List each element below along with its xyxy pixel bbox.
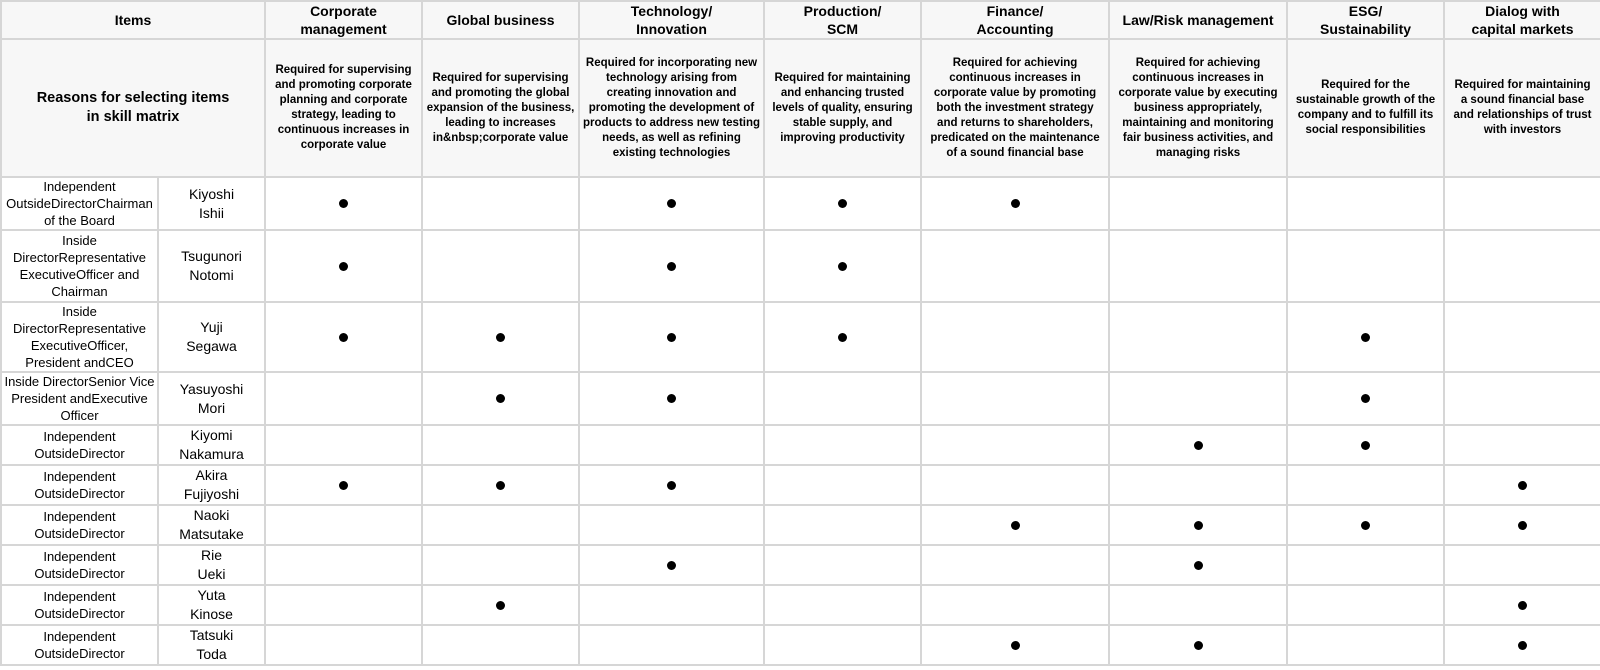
column-header-line: Dialog with: [1485, 3, 1560, 19]
skill-cell-global: [422, 302, 579, 372]
skill-dot-icon: [496, 601, 505, 610]
skill-cell-esg: [1287, 372, 1444, 425]
reason-line: with investors: [1483, 124, 1562, 136]
skill-cell-prod: [764, 505, 921, 545]
header-row: [1, 1, 1600, 39]
director-role: [1, 505, 158, 545]
skill-cell-tech: [579, 545, 764, 585]
director-role-line: Director: [79, 566, 125, 581]
reason-line: managing risks: [1155, 146, 1241, 159]
director-role-line: Independent Outside: [34, 469, 116, 501]
director-name-line: Nakamura: [179, 446, 244, 462]
skill-dot-icon: [1011, 521, 1020, 530]
skill-dot-icon: [667, 333, 676, 342]
skill-dot-icon: [1194, 641, 1203, 650]
reason-line: continuous increases in: [277, 124, 410, 136]
skill-cell-dialog: [1444, 505, 1600, 545]
skill-dot-icon: [1194, 561, 1203, 570]
skill-dot-icon: [1011, 641, 1020, 650]
skill-cell-global: [422, 425, 579, 465]
director-role-line: Director: [79, 526, 125, 541]
reason-fin: [921, 39, 1109, 177]
director-name: [158, 425, 265, 465]
reasons-title: [1, 39, 265, 177]
skill-cell-fin: [921, 177, 1109, 230]
reason-line: and promoting the global: [431, 86, 570, 99]
reason-line: planning and corporate: [279, 94, 408, 106]
reason-prod: [764, 39, 921, 177]
director-name-line: Fujiyoshi: [183, 486, 240, 502]
director-name-line: Kinose: [190, 606, 233, 622]
reason-line: and enhancing trusted: [780, 86, 905, 99]
director-role-line: Officer, President and: [25, 338, 129, 370]
skill-cell-global: [422, 372, 579, 425]
skill-cell-dialog: [1444, 177, 1600, 230]
reason-line: in&nbsp;corporate value: [432, 131, 569, 144]
director-name-line: Matsutake: [179, 526, 244, 542]
column-header-line: Technology/: [630, 3, 713, 19]
skill-cell-law: [1109, 372, 1287, 425]
director-name: [158, 465, 265, 505]
director-name-line: Yuji: [200, 319, 223, 335]
director-role-line: Independent Outside: [34, 629, 116, 661]
skill-cell-dialog: [1444, 372, 1600, 425]
director-row: [1, 505, 1600, 545]
skill-cell-law: [1109, 302, 1287, 372]
director-name-line: Mori: [197, 399, 226, 416]
skill-cell-prod: [764, 302, 921, 372]
column-header-corp: [265, 1, 422, 39]
skill-dot-icon: [1518, 641, 1527, 650]
director-name-line: Tatsuki: [189, 627, 234, 643]
skill-cell-law: [1109, 425, 1287, 465]
skill-cell-prod: [764, 585, 921, 625]
director-row: [1, 545, 1600, 585]
skill-dot-icon: [667, 561, 676, 570]
reason-line: and returns to shareholders,: [937, 116, 1093, 129]
skill-cell-fin: [921, 545, 1109, 585]
skill-dot-icon: [1361, 521, 1370, 530]
reason-line: needs, as well as refining: [602, 131, 741, 144]
column-header-line: Sustainability: [1320, 21, 1412, 37]
skill-cell-esg: [1287, 545, 1444, 585]
skill-dot-icon: [838, 333, 847, 342]
director-name-line: Naoki: [193, 507, 230, 523]
skill-dot-icon: [838, 199, 847, 208]
skill-cell-esg: [1287, 425, 1444, 465]
skill-cell-esg: [1287, 465, 1444, 505]
reason-line: Required for maintaining: [774, 71, 911, 84]
skill-cell-esg: [1287, 505, 1444, 545]
skill-cell-global: [422, 177, 579, 230]
reason-line: Required for incorporating new: [585, 56, 758, 69]
skill-dot-icon: [496, 333, 505, 342]
reason-line: technology arising from: [606, 71, 738, 84]
column-header-line: Global business: [446, 12, 555, 28]
director-name-line: Kiyomi: [190, 427, 233, 443]
director-name-line: Yuta: [197, 587, 226, 603]
director-role: [1, 177, 158, 230]
director-role-line: Representative Executive: [19, 250, 146, 282]
director-name: [158, 230, 265, 302]
director-name: [158, 505, 265, 545]
director-row: [1, 465, 1600, 505]
skill-cell-global: [422, 505, 579, 545]
reason-dialog: [1444, 39, 1600, 177]
director-role-line: Independent Outside: [34, 429, 116, 461]
director-row: [1, 372, 1600, 425]
director-name-line: Rie: [201, 547, 223, 563]
director-name-line: Ueki: [197, 566, 226, 582]
director-role: [1, 425, 158, 465]
skill-cell-fin: [921, 230, 1109, 302]
reason-line: both the investment strategy: [936, 101, 1094, 114]
skill-cell-corp: [265, 545, 422, 585]
reason-line: improving productivity: [780, 131, 905, 144]
skill-cell-tech: [579, 425, 764, 465]
column-header-line: Innovation: [636, 21, 707, 37]
column-header-prod: [764, 1, 921, 39]
director-name-line: Notomi: [189, 267, 234, 283]
reason-line: and promoting corporate: [275, 79, 412, 91]
skill-cell-prod: [764, 465, 921, 505]
skill-cell-law: [1109, 230, 1287, 302]
skill-cell-global: [422, 465, 579, 505]
column-header-global: [422, 1, 579, 39]
director-role-line: Independent Outside: [34, 589, 116, 621]
skill-cell-prod: [764, 372, 921, 425]
skill-cell-dialog: [1444, 302, 1600, 372]
director-role: [1, 302, 158, 372]
director-role: [1, 372, 158, 425]
skill-cell-dialog: [1444, 585, 1600, 625]
skill-dot-icon: [1361, 333, 1370, 342]
director-name-line: Akira: [195, 467, 228, 483]
skill-cell-dialog: [1444, 545, 1600, 585]
skill-cell-global: [422, 625, 579, 665]
column-header-fin: [921, 1, 1109, 39]
director-role-line: CEO: [105, 355, 134, 370]
skill-cell-corp: [265, 505, 422, 545]
director-name: [158, 302, 265, 372]
skill-dot-icon: [1194, 441, 1203, 450]
director-row: [1, 425, 1600, 465]
reason-line: levels of quality, ensuring: [772, 101, 913, 114]
director-role-line: Senior Vice President and: [11, 374, 155, 406]
skill-cell-law: [1109, 465, 1287, 505]
skill-cell-fin: [921, 302, 1109, 372]
skill-cell-global: [422, 545, 579, 585]
director-name-line: Ishii: [199, 204, 224, 221]
skill-dot-icon: [1194, 521, 1203, 530]
skill-cell-prod: [764, 625, 921, 665]
skill-cell-prod: [764, 545, 921, 585]
column-header-line: Law/Risk management: [1122, 12, 1274, 28]
skill-cell-fin: [921, 465, 1109, 505]
reason-line: a sound financial base: [1460, 94, 1585, 106]
skill-dot-icon: [1518, 481, 1527, 490]
reason-line: promoting the development of: [588, 101, 755, 114]
reason-line: company and to fulfill its: [1297, 109, 1434, 121]
reason-line: and relationships of trust: [1453, 109, 1592, 121]
reason-line: sustainable growth of the: [1295, 94, 1436, 106]
director-role-line: Inside Director: [13, 233, 97, 265]
reason-line: maintaining and monitoring: [1122, 116, 1274, 129]
director-role-line: Officer and Chairman: [51, 267, 140, 299]
column-header-line: Production/: [803, 3, 882, 19]
skill-cell-tech: [579, 465, 764, 505]
skill-cell-corp: [265, 372, 422, 425]
reason-esg: [1287, 39, 1444, 177]
reason-law: [1109, 39, 1287, 177]
skill-dot-icon: [339, 199, 348, 208]
reason-line: products to address new testing: [583, 116, 761, 129]
reason-line: stable supply, and: [792, 116, 893, 129]
skill-cell-dialog: [1444, 465, 1600, 505]
director-name: [158, 585, 265, 625]
column-header-tech: [579, 1, 764, 39]
skill-cell-esg: [1287, 177, 1444, 230]
reason-line: Required for supervising: [275, 64, 412, 76]
skill-cell-law: [1109, 505, 1287, 545]
skill-cell-tech: [579, 230, 764, 302]
column-header-line: capital markets: [1471, 21, 1574, 37]
skill-cell-corp: [265, 465, 422, 505]
skill-dot-icon: [496, 394, 505, 403]
reason-line: continuous increases in: [1132, 71, 1264, 84]
director-role-line: Director: [79, 646, 125, 661]
skill-dot-icon: [339, 481, 348, 490]
skill-cell-law: [1109, 585, 1287, 625]
skill-dot-icon: [667, 481, 676, 490]
director-role: [1, 465, 158, 505]
column-header-line: Accounting: [976, 21, 1054, 37]
director-role: [1, 585, 158, 625]
skill-cell-tech: [579, 585, 764, 625]
skill-cell-fin: [921, 425, 1109, 465]
skill-cell-prod: [764, 230, 921, 302]
reason-global: [422, 39, 579, 177]
skill-cell-esg: [1287, 230, 1444, 302]
reason-line: leading to increases: [445, 116, 556, 129]
skill-cell-corp: [265, 230, 422, 302]
reason-line: Required for supervising: [432, 71, 569, 84]
director-name-line: Toda: [196, 646, 227, 662]
skill-dot-icon: [667, 394, 676, 403]
reason-line: corporate value by promoting: [933, 86, 1097, 99]
skill-dot-icon: [339, 262, 348, 271]
reasons-title-line: in skill matrix: [86, 109, 180, 125]
skill-dot-icon: [1361, 394, 1370, 403]
director-row: [1, 177, 1600, 230]
director-name: [158, 372, 265, 425]
skill-cell-global: [422, 585, 579, 625]
skill-dot-icon: [339, 333, 348, 342]
skill-cell-dialog: [1444, 625, 1600, 665]
director-name-line: Kiyoshi: [188, 185, 235, 202]
skill-dot-icon: [1518, 521, 1527, 530]
skill-cell-corp: [265, 177, 422, 230]
reason-line: Required for the: [1321, 79, 1410, 91]
skill-cell-tech: [579, 625, 764, 665]
skill-cell-law: [1109, 177, 1287, 230]
skill-cell-prod: [764, 177, 921, 230]
director-name: [158, 625, 265, 665]
director-role-line: Inside Director: [13, 304, 97, 336]
director-role-line: Director: [79, 606, 125, 621]
skill-cell-tech: [579, 372, 764, 425]
reason-corp: [265, 39, 422, 177]
reason-line: fair business activities, and: [1122, 131, 1274, 144]
skill-dot-icon: [1518, 601, 1527, 610]
skill-cell-corp: [265, 302, 422, 372]
skill-cell-tech: [579, 302, 764, 372]
director-role-line: Chairman of the Board: [44, 196, 153, 228]
director-role-line: Representative Executive: [30, 321, 146, 353]
director-role-line: Director: [79, 486, 125, 501]
director-role: [1, 230, 158, 302]
reason-tech: [579, 39, 764, 177]
skill-cell-corp: [265, 425, 422, 465]
skill-dot-icon: [667, 199, 676, 208]
skill-cell-tech: [579, 505, 764, 545]
column-header-line: Corporate management: [300, 3, 387, 37]
skill-dot-icon: [667, 262, 676, 271]
skill-cell-corp: [265, 585, 422, 625]
reasons-row: [1, 39, 1600, 177]
director-name: [158, 545, 265, 585]
skill-cell-dialog: [1444, 425, 1600, 465]
director-role-line: Director: [79, 446, 125, 461]
director-row: [1, 230, 1600, 302]
column-header-line: Finance/: [986, 3, 1044, 19]
director-role-line: Independent Outside: [6, 179, 116, 211]
skill-cell-dialog: [1444, 230, 1600, 302]
skill-cell-global: [422, 230, 579, 302]
reason-line: of a sound financial base: [946, 146, 1084, 159]
skill-cell-fin: [921, 505, 1109, 545]
director-row: [1, 585, 1600, 625]
reason-line: Required for achieving: [952, 56, 1078, 69]
director-role-line: Inside Director: [4, 374, 89, 389]
director-role: [1, 625, 158, 665]
skill-cell-prod: [764, 425, 921, 465]
director-role: [1, 545, 158, 585]
skill-cell-tech: [579, 177, 764, 230]
reason-line: strategy, leading to: [291, 109, 396, 121]
director-row: [1, 625, 1600, 665]
reason-line: corporate value by executing: [1118, 86, 1278, 99]
reason-line: creating innovation and: [606, 86, 737, 99]
reason-line: existing technologies: [612, 146, 731, 159]
skill-cell-fin: [921, 372, 1109, 425]
skill-cell-fin: [921, 625, 1109, 665]
column-header-esg: [1287, 1, 1444, 39]
skill-cell-esg: [1287, 302, 1444, 372]
skill-dot-icon: [496, 481, 505, 490]
reason-line: Required for achieving: [1135, 56, 1261, 69]
items-header: Items: [1, 1, 265, 39]
skill-dot-icon: [1011, 199, 1020, 208]
reason-line: corporate value: [300, 139, 387, 151]
director-name-line: Tsugunori: [181, 248, 242, 264]
skill-cell-corp: [265, 625, 422, 665]
skill-cell-esg: [1287, 625, 1444, 665]
director-role-line: Independent Outside: [34, 509, 116, 541]
director-name-line: Yasuyoshi: [179, 380, 244, 397]
skill-dot-icon: [1361, 441, 1370, 450]
reason-line: continuous increases in: [949, 71, 1081, 84]
skill-cell-esg: [1287, 585, 1444, 625]
column-header-line: SCM: [826, 21, 859, 37]
reason-line: expansion of the business,: [426, 101, 575, 114]
skill-cell-law: [1109, 625, 1287, 665]
skill-cell-law: [1109, 545, 1287, 585]
skill-dot-icon: [838, 262, 847, 271]
reason-line: Required for maintaining: [1454, 79, 1591, 91]
reason-line: social responsibilities: [1305, 124, 1426, 136]
skill-cell-fin: [921, 585, 1109, 625]
director-name-line: Segawa: [186, 338, 237, 354]
reasons-title-line: Reasons for selecting items: [36, 90, 230, 106]
column-header-dialog: [1444, 1, 1600, 39]
column-header-line: ESG/: [1348, 3, 1383, 19]
director-name: [158, 177, 265, 230]
reason-line: predicated on the maintenance: [930, 131, 1100, 144]
reason-line: business appropriately,: [1133, 101, 1263, 114]
director-role-line: Director: [50, 196, 97, 211]
director-row: [1, 302, 1600, 372]
director-role-line: Independent Outside: [34, 549, 116, 581]
director-role-line: Executive Officer: [60, 391, 148, 423]
column-header-law: [1109, 1, 1287, 39]
